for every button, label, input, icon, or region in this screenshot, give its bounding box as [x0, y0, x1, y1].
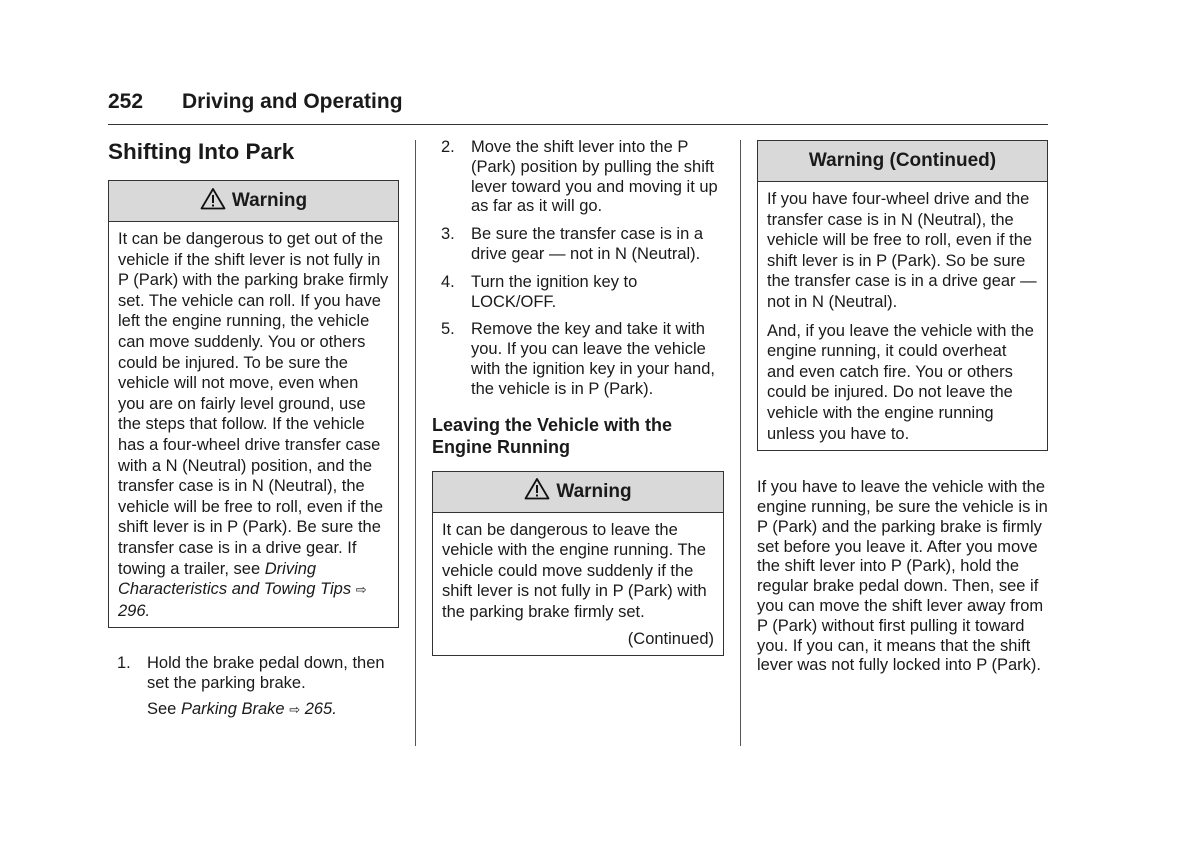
warning-body — [758, 182, 1047, 450]
warning-text: It can be dangerous to leave the vehicle with the engine running. The vehicle could move suddenly if the shift lever is not fully in P (Park) with the parking brake firmly set. — [442, 520, 707, 621]
warning-title: Warning — [556, 480, 632, 502]
page-number: 252 — [108, 90, 144, 113]
list-item — [432, 138, 724, 217]
warning-title: Warning (Continued) — [808, 150, 997, 171]
step-text: Move the shift lever into the P (Park) position by pulling the shift lever toward you and moving it up as far as it will go. — [471, 138, 718, 216]
page-header — [108, 90, 1048, 125]
xref-link[interactable]: Driving Characteristics and Towing Tips — [118, 559, 352, 599]
warning-body — [433, 513, 723, 656]
warning-header — [109, 181, 398, 222]
steps-list — [108, 654, 399, 719]
warning-box — [108, 180, 399, 628]
xref-link[interactable]: Parking Brake — [180, 699, 285, 718]
column-3 — [757, 136, 1048, 676]
warning-header — [758, 141, 1047, 182]
xref-page[interactable]: 296 — [118, 601, 146, 620]
warning-text: It can be dangerous to get out of the vehicle if the shift lever is not fully in P (Park) with the parking brake firmly set. The vehicle can roll. If you have left the engine running, the vehicle can move suddenly. You or others could be injured. To be sure the vehicle will not move, even when you are on fairly level ground, use the steps that follow. If the vehicle has a four-wheel drive transfer case with a N (Neutral) position, and the transfer case is in N (Neutral), the vehicle will be free to roll, even if the shift lever is in P (Park). Be sure the transfer case is in a drive gear. If towing a trailer, see — [118, 230, 389, 578]
warning-triangle-icon — [200, 187, 226, 216]
step-number: 5. — [441, 320, 455, 339]
continued-label: (Continued) — [627, 629, 714, 648]
list-item — [432, 225, 724, 265]
warning-box — [432, 471, 724, 657]
see-label: See — [147, 699, 181, 718]
column-divider — [740, 140, 741, 746]
list-item — [432, 273, 724, 313]
step-number: 4. — [441, 272, 455, 291]
step-text: Turn the ignition key to LOCK/OFF. — [471, 272, 638, 311]
step-number: 1. — [117, 654, 131, 673]
warning-box — [757, 140, 1048, 451]
subheading-leaving-vehicle: Leaving the Vehicle with the Engine Running — [432, 414, 673, 457]
column-divider — [415, 140, 416, 746]
warning-paragraph: And, if you leave the vehicle with the engine running, it could overheat and even catch fire. You or others could be injured. Do not leave the vehicle with the engine running unless you have to. — [767, 321, 1034, 443]
step-number: 2. — [441, 138, 455, 156]
column-2 — [432, 136, 724, 656]
warning-body: It can be dangerous to get out of the vehicle if the shift lever is not fully in P (Park) with the parking brake firmly set. The vehicle can roll. If you have left the engine running, the vehicle can move suddenly. You or others could be injured. To be sure the vehicle will not move, even when you are on fairly level ground, use the steps that follow. If the vehicle has a four-wheel drive transfer case with a N (Neutral) position, and the transfer case is in N (Neutral), the vehicle will be free to roll, even if the shift lever is in P (Park). Be sure the transfer case is in a drive gear. If towing a trailer, see Driving Characteristics and Towing Tips ⇨ 296. — [118, 230, 389, 620]
step-text: Hold the brake pedal down, then set the parking brake. — [147, 654, 385, 693]
step-text: Remove the key and take it with you. If you can leave the vehicle with the ignition key in your hand, the vehicle is in P (Park). — [471, 320, 715, 398]
page-ref-icon: ⇨ — [289, 701, 301, 717]
warning-triangle-icon — [524, 477, 550, 506]
heading-shifting-into-park: Shifting Into Park — [108, 139, 295, 164]
column-1 — [108, 136, 399, 728]
steps-list — [432, 138, 724, 400]
page-ref-icon: ⇨ — [355, 582, 367, 598]
warning-header — [433, 472, 723, 513]
step-text: Be sure the transfer case is in a drive gear — not in N (Neutral). — [471, 225, 704, 263]
body-paragraph: If you have to leave the vehicle with the engine running, be sure the vehicle is in P (Park) and the parking brake is firmly set before you leave it. After you move the shift lever into P (Park), hold the regular brake pedal down. Then, see if you can move the shift lever away from P (Park) without first pulling it toward you. If you can, it means that the shift lever was not fully locked into P (Park). — [757, 478, 1048, 675]
list-item — [108, 654, 399, 719]
warning-title: Warning — [231, 190, 308, 211]
warning-paragraph: If you have four-wheel drive and the transfer case is in N (Neutral), the vehicle will be free to roll, even if the shift lever is in P (Park). So be sure the transfer case is in a drive gear — not in N (Neutral). — [767, 190, 1037, 311]
step-see-also: See Parking Brake ⇨ 265. — [147, 699, 337, 718]
xref-page[interactable]: 265 — [304, 699, 333, 718]
list-item — [432, 320, 724, 399]
step-number: 3. — [441, 225, 455, 244]
section-title: Driving and Operating — [182, 90, 403, 113]
